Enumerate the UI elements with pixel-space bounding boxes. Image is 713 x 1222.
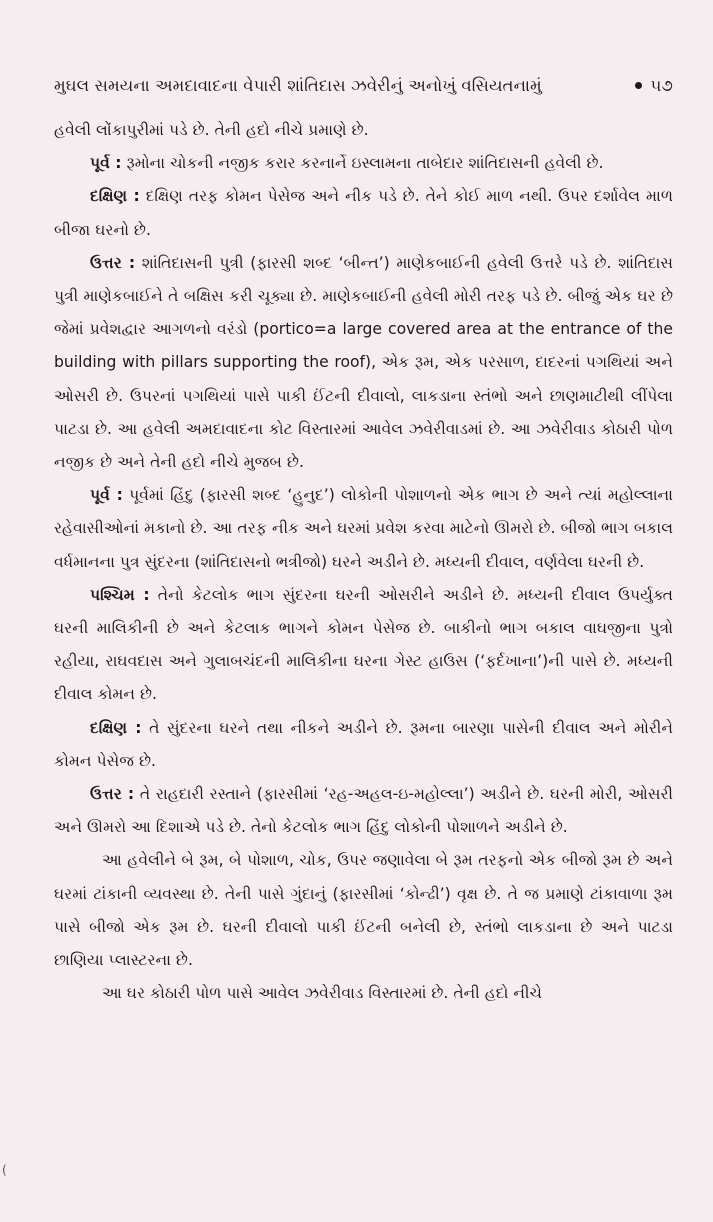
bullet-dot-icon	[635, 82, 642, 89]
paragraph-east-2	[54, 479, 673, 579]
paragraph-continuation	[54, 114, 673, 147]
body-text	[54, 114, 673, 1010]
page-number: ૫૭	[650, 76, 673, 95]
paragraph-text: શાંતિદાસની પુત્રી (ફારસી શબ્દ ‘બીન્ત’) માણેકબાઈની હવેલી ઉત્તરે પડે છે. શાંતિદાસ પુત્રી માણેકબાઈને તે બક્ષિસ કરી ચૂક્યા છે. માણેકબાઈની હવેલી મોરી તરફ પડે છે. બીજું એક ઘર છે જેમાં પ્રવેશદ્વાર આગળનો વરંડો (portico=a large covered area at the entrance of the building with pillars supporting the roof), એક રૂમ, એક પરસાળ, દાદરનાં પગથિયાં અને ઓસરી છે. ઉપરનાં પગથિયાં પાસે પાકી ઈંટની દીવાલો, લાકડાના સ્તંભો અને છાણમાટીથી લીંપેલા પાટડા છે. આ હવેલી અમદાવાદના કોટ વિસ્તારમાં આવેલ ઝવેરીવાડમાં છે. આ ઝવેરીવાડ કોઠારી પોળ નજીક છે અને તેની હદો નીચે મુજબ છે.	[54, 253, 673, 472]
paragraph-text: આ ઘર કોઠારી પોળ પાસે આવેલ ઝવેરીવાડ વિસ્તારમાં છે. તેની હદો નીચે	[102, 984, 542, 1003]
paragraph-text: તે સુંદરના ઘરને તથા નીકને અડીને છે. રૂમના બારણા પાસેની દીવાલ અને મોરીને કોમન પેસેજ છે.	[54, 718, 673, 770]
paragraph-text: તેનો કેટલોક ભાગ સુંદરના ઘરની ઓસરીને અડીને છે. મધ્યની દીવાલ ઉપર્યુક્ત ઘરની માલિકીની છે અને કેટલાક ભાગને કોમન પેસેજ છે. બાકીનો ભાગ બકાલ વાઘજીના પુત્રો રહીયા, રાઘવદાસ અને ગુલાબચંદની માલિકીના ઘરના ગેસ્ટ હાઉસ (‘ફર્દખાના’)ની પાસે છે. મધ્યની દીવાલ કોમન છે.	[54, 585, 674, 704]
paragraph-south-2	[54, 712, 673, 778]
running-head-title: મુઘલ સમયના અમદાવાદના વેપારી શાંતિદાસ ઝવેરીનું અનોખું વસિયતનામું	[54, 76, 542, 95]
running-head	[54, 72, 673, 100]
paragraph-text: હવેલી લોંકાપુરીમાં પડે છે. તેની હદો નીચે પ્રમાણે છે.	[54, 121, 369, 139]
paragraph-west	[54, 579, 673, 712]
page-number-group	[627, 72, 673, 100]
paragraph-house-location	[54, 977, 673, 1010]
direction-label: ઉત્તર :	[90, 785, 135, 804]
margin-mark: (	[2, 1163, 7, 1177]
paragraph-east	[54, 147, 673, 180]
paragraph-text: પૂર્વમાં હિંદુ (ફારસી શબ્દ ‘હુનુદ’) લોકોની પોશાળનો એક ભાગ છે અને ત્યાં મહોલ્લાના રહેવાસીઓનાં મકાનો છે. આ તરફ નીક અને ઘરમાં પ્રવેશ કરવા માટેનો ઊમરો છે. બીજો ભાગ બકાલ વર્ધમાનના પુત્ર સુંદરના (શાંતિદાસનો ભત્રીજો) ઘરને અડીને છે. મધ્યની દીવાલ, વર્ણવેલા ઘરની છે.	[54, 486, 673, 571]
direction-label: પૂર્વ :	[90, 486, 123, 505]
paragraph-haveli-description	[54, 844, 673, 977]
paragraph-text: રૂમોના ચોકની નજીક કરાર કરનાર્ને ઇસ્લામના તાબેદાર શાંતિદાસની હવેલી છે.	[121, 154, 604, 173]
paragraph-text: આ હવેલીને બે રૂમ, બે પોશાળ, ચોક, ઉપર જણાવેલા બે રૂમ તરફનો એક બીજો રૂમ છે અને ઘરમાં ટાંકાની વ્યવસ્થા છે. તેની પાસે ગુંદાનું (ફારસીમાં ‘કોન્ઢી’) વૃક્ષ છે. તે જ પ્રમાણે ટાંકાવાળા રૂમ પાસે બીજો એક રૂમ છે. ઘરની દીવાલો પાકી ઈંટની બનેલી છે, સ્તંભો લાકડાના છે અને પાટડા છાણિયા પ્લાસ્ટરના છે.	[54, 851, 673, 970]
direction-label: દક્ષિણ :	[90, 718, 142, 737]
direction-label: ઉત્તર :	[90, 253, 136, 272]
direction-label: દક્ષિણ :	[90, 187, 140, 206]
direction-label: પૂર્વ :	[90, 154, 122, 173]
paragraph-north	[54, 247, 673, 479]
paragraph-south	[54, 180, 673, 246]
paragraph-north-2	[54, 778, 673, 844]
paragraph-text: દક્ષિણ તરફ કોમન પેસેજ અને નીક પડે છે. તેને કોઈ માળ નથી. ઉપર દર્શાવેલ માળ બીજા ઘરનો છે.	[54, 187, 674, 239]
direction-label: પશ્ચિમ :	[90, 585, 150, 604]
paragraph-text: તે રાહદારી રસ્તાને (ફારસીમાં ‘રહ-અહલ-ઇ-મહોલ્લા’) અડીને છે. ઘરની મોરી, ઓસરી અને ઊમરો આ દિશાએ પડે છે. તેનો કેટલોક ભાગ હિંદુ લોકોની પોશાળને અડીને છે.	[54, 785, 673, 837]
